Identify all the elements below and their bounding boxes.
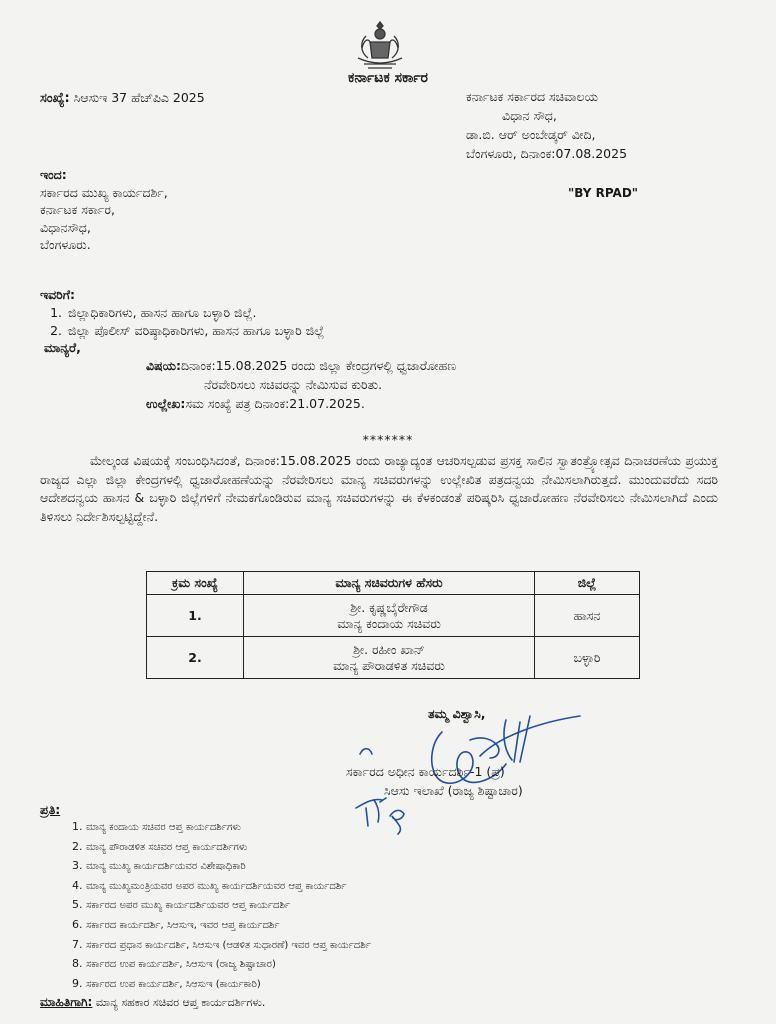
- column-header: ಕ್ರಮ ಸಂಖ್ಯೆ: [147, 572, 244, 595]
- dispatch-mode: "BY RPAD": [568, 186, 639, 200]
- from-label: ಇಂದ:: [40, 167, 67, 182]
- copy-list: [40, 818, 371, 994]
- district-cell: ಬಳ್ಳಾರಿ: [535, 637, 640, 679]
- address-line: ವಿಧಾನ ಸೌಧ,: [502, 108, 557, 123]
- table-row: [147, 637, 640, 679]
- minister-name: ಶ್ರೀ. ರಹೀಂ ಖಾನ್: [353, 641, 425, 657]
- subject-line: ನೆರವೇರಿಸಲು ಸಚಿವರನ್ನು ನೇಮಿಸುವ ಕುರಿತು.: [204, 377, 383, 392]
- table-row: [147, 595, 640, 637]
- subject-label: ವಿಷಯ:: [146, 358, 181, 373]
- serial-cell: 2.: [147, 637, 244, 679]
- minister-table: [146, 571, 640, 679]
- info-label: ಮಾಹಿತಿಗಾಗಿ:: [40, 995, 93, 1009]
- state-emblem-icon: [352, 18, 408, 72]
- signatory-department: ಸಿಆಸು ಇಲಾಖೆ (ರಾಜ್ಯ ಶಿಷ್ಟಾಚಾರ): [384, 783, 523, 798]
- to-label: ಇವರಿಗೆ:: [40, 287, 76, 302]
- salutation: ಮಾನ್ಯರೆ,: [44, 340, 81, 355]
- signatory-designation: ಸರ್ಕಾರದ ಅಧೀನ ಕಾರ್ಯದರ್ಶಿ-1 (ಪ್ರ): [346, 764, 505, 779]
- from-line: ಕರ್ನಾಟಕ ಸರ್ಕಾರ,: [40, 202, 115, 217]
- column-header: ಜಿಲ್ಲೆ: [535, 572, 640, 595]
- copy-item: 1. ಮಾನ್ಯ ಕಂದಾಯ ಸಚಿವರ ಆಪ್ತ ಕಾರ್ಯದರ್ಶಿಗಳು: [86, 818, 371, 838]
- reference-number: [40, 90, 205, 106]
- copy-item: 6. ಸರ್ಕಾರದ ಕಾರ್ಯದರ್ಶಿ, ಸಿಆಸುಇ, ಇವರ ಆಪ್ತ ಕಾರ್ಯದರ್ಶಿ: [86, 916, 371, 936]
- recipient-item: 1. ಜಿಲ್ಲಾಧಿಕಾರಿಗಳು, ಹಾಸನ ಹಾಗೂ ಬಳ್ಳಾರಿ ಜಿಲ್ಲೆ.: [66, 304, 324, 322]
- copy-item: 3. ಮಾನ್ಯ ಮುಖ್ಯ ಕಾರ್ಯದರ್ಶಿಯವರ ವಿಶೇಷಾಧಿಕಾರಿ: [86, 857, 371, 877]
- subject-block: [146, 356, 456, 394]
- minister-cell: [244, 595, 535, 637]
- reference-block: [146, 396, 365, 412]
- copy-item: 9. ಸರ್ಕಾರದ ಉಪ ಕಾರ್ಯದರ್ಶಿ, ಸಿಆಸುಇ (ಕಾರ್ಯಕಾರಿ): [86, 975, 371, 995]
- body-paragraph: ಮೇಲ್ಕಂಡ ವಿಷಯಕ್ಕೆ ಸಂಬಂಧಿಸಿದಂತೆ, ದಿನಾಂಕ:15.08.2025 ರಂದು ರಾಜ್ಯಾದ್ಯಂತ ಆಚರಿಸಲ್ಪಡುವ ಪ್ರಸಕ್ತ ಸಾಲಿನ ಸ್ವಾತಂತ್ರ್ಯೋತ್ಸವ ದಿನಾಚರಣೆಯ ಪ್ರಯುಕ್ತ ರಾಜ್ಯದ ಎಲ್ಲಾ ಜಿಲ್ಲಾ ಕೇಂದ್ರಗಳಲ್ಲಿ ಧ್ವಜಾರೋಹಣೆಯನ್ನು ನೆರವೇರಿಸಲು ಮಾನ್ಯ ಸಚಿವರುಗಳನ್ನು ಉಲ್ಲೇಖಿತ ಪತ್ರದನ್ವಯ ನೇಮಿಸಲಾಗಿರುತ್ತದೆ. ಮುಂದುವರೆದು ಸದರಿ ಆದೇಶದನ್ವಯ ಹಾಸನ & ಬಳ್ಳಾರಿ ಜಿಲ್ಲೆಗಳಿಗೆ ನೇಮಕಗೊಂಡಿರುವ ಮಾನ್ಯ ಸಚಿವರುಗಳನ್ನು ಈ ಕೆಳಕಂಡಂತೆ ಪರಿಷ್ಕರಿಸಿ ಧ್ವಜಾರೋಹಣ ನೆರವೇರಿಸಲು ನೇಮಿಸಲಾಗಿದೆ ಎಂದು ತಿಳಿಸಲು ನಿರ್ದೇಶಿಸಲ್ಪಟ್ಟಿದ್ದೇನೆ.: [40, 453, 718, 524]
- recipient-list: [40, 304, 324, 340]
- from-block: [40, 166, 168, 254]
- closing: ತಮ್ಮ ವಿಶ್ವಾಸಿ,: [428, 706, 486, 721]
- sender-address: [466, 87, 627, 163]
- copy-item: 4. ಮಾನ್ಯ ಮುಖ್ಯಮಂತ್ರಿಯವರ ಅಪರ ಮುಖ್ಯ ಕಾರ್ಯದರ್ಶಿಯವರ ಆಪ್ತ ಕಾರ್ಯದರ್ಶಿ: [86, 877, 371, 897]
- copy-item: 2. ಮಾನ್ಯ ಪೌರಾಡಳಿತ ಸಚಿವರ ಆಪ್ತ ಕಾರ್ಯದರ್ಶಿಗಳು: [86, 838, 371, 858]
- copy-label: ಪ್ರತಿ:: [40, 802, 61, 817]
- reference-label: ಉಲ್ಲೇಖ:: [146, 396, 186, 411]
- district-cell: ಹಾಸನ: [535, 595, 640, 637]
- column-header: ಮಾನ್ಯ ಸಚಿವರುಗಳ ಹೆಸರು: [244, 572, 535, 595]
- subject-line: ದಿನಾಂಕ:15.08.2025 ರಂದು ಜಿಲ್ಲಾ ಕೇಂದ್ರಗಳಲ್ಲಿ ಧ್ವಜಾರೋಹಣ: [180, 358, 457, 373]
- minister-name: ಶ್ರೀ. ಕೃಷ್ಣಬೈರೇಗೌಡ: [350, 599, 428, 615]
- recipient-item: 2. ಜಿಲ್ಲಾ ಪೊಲೀಸ್ ವರಿಷ್ಠಾಧಿಕಾರಿಗಳು, ಹಾಸನ ಹಾಗೂ ಬಳ್ಳಾರಿ ಜಿಲ್ಲೆ: [66, 322, 324, 340]
- address-line: ಕರ್ನಾಟಕ ಸರ್ಕಾರದ ಸಚಿವಾಲಯ: [466, 89, 598, 104]
- to-block: [40, 286, 324, 340]
- minister-title: ಮಾನ್ಯ ಪೌರಾಡಳಿತ ಸಚಿವರು: [333, 657, 445, 673]
- separator: *******: [362, 432, 414, 447]
- minister-cell: [244, 637, 535, 679]
- from-line: ವಿಧಾನಸೌಧ,: [40, 219, 91, 235]
- copy-item: 8. ಸರ್ಕಾರದ ಉಪ ಕಾರ್ಯದರ್ಶಿ, ಸಿಆಸುಇ (ರಾಜ್ಯ ಶಿಷ್ಟಾಚಾರ): [86, 955, 371, 975]
- serial-cell: 1.: [147, 595, 244, 637]
- address-date-line: ಬೆಂಗಳೂರು, ದಿನಾಂಕ:07.08.2025: [466, 146, 628, 161]
- info-text: ಮಾನ್ಯ ಸಹಕಾರ ಸಚಿವರ ಆಪ್ತ ಕಾರ್ಯದರ್ಶಿಗಳು.: [95, 996, 266, 1009]
- reference-text: ಸಮ ಸಂಖ್ಯೆ ಪತ್ರ ದಿನಾಂಕ:21.07.2025.: [185, 396, 365, 411]
- government-title: ಕರ್ನಾಟಕ ಸರ್ಕಾರ: [348, 70, 428, 86]
- reference-number-value: ಸಿಆಸುಇ 37 ಹೆಚ್‌ಪಿಎ 2025: [73, 90, 205, 105]
- table-header-row: [147, 572, 640, 595]
- address-line: ಡಾ.ಬಿ. ಆರ್ ಅಂಬೇಡ್ಕರ್ ವೀದಿ,: [466, 127, 596, 142]
- copy-item: 5. ಸರ್ಕಾರದ ಅಪರ ಮುಖ್ಯ ಕಾರ್ಯದರ್ಶಿಯವರ ಆಪ್ತ ಕಾರ್ಯದರ್ಶಿ: [86, 896, 371, 916]
- from-line: ಬೆಂಗಳೂರು.: [40, 237, 91, 252]
- from-line: ಸರ್ಕಾರದ ಮುಖ್ಯ ಕಾರ್ಯದರ್ಶಿ,: [40, 184, 168, 200]
- signatory-block: [346, 762, 523, 800]
- minister-title: ಮಾನ್ಯ ಕಂದಾಯ ಸಚಿವರು: [337, 615, 441, 631]
- info-line: [40, 995, 265, 1010]
- copy-item: 7. ಸರ್ಕಾರದ ಪ್ರಧಾನ ಕಾರ್ಯದರ್ಶಿ, ಸಿಆಸುಇ (ಆಡಳಿತ ಸುಧಾರಣೆ) ಇವರ ಆಪ್ತ ಕಾರ್ಯದರ್ಶಿ: [86, 936, 371, 956]
- reference-number-label: ಸಂಖ್ಯೆ:: [40, 91, 70, 106]
